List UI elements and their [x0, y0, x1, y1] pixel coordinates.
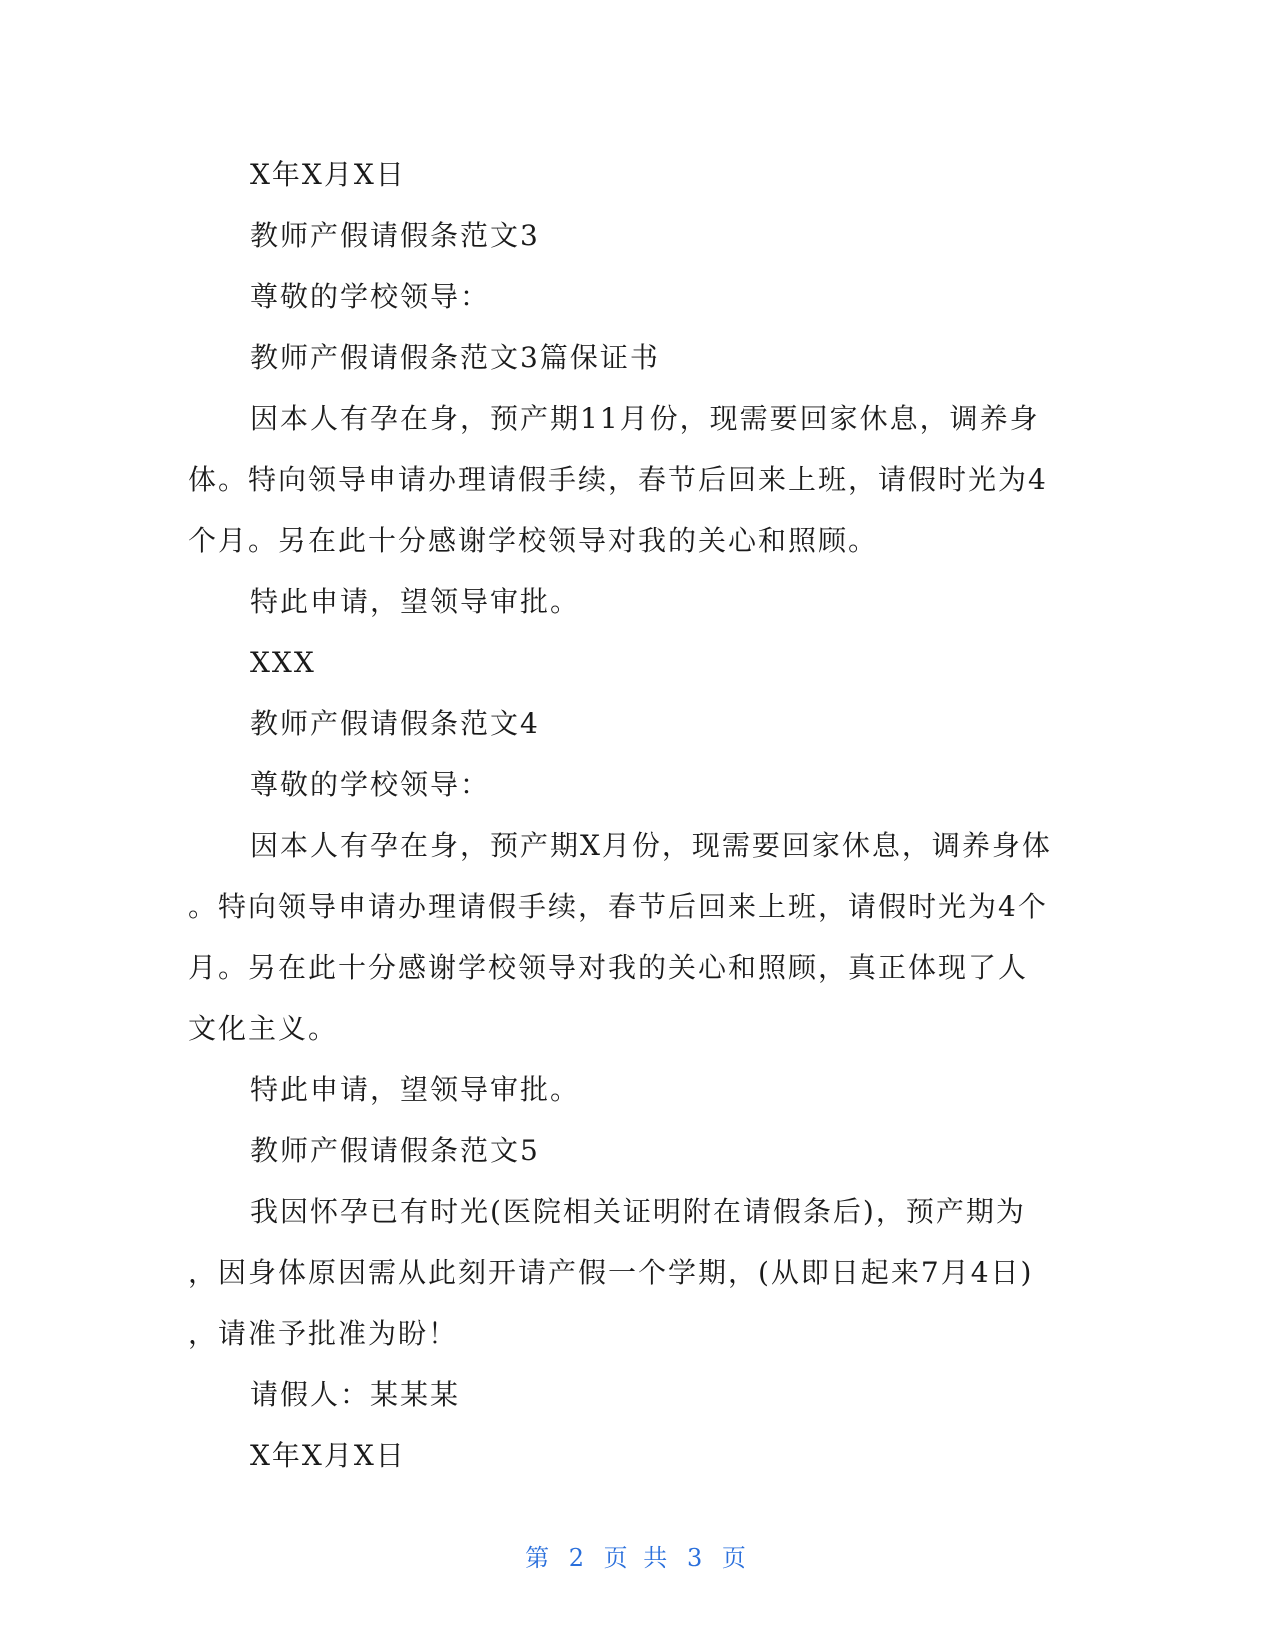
salutation: 尊敬的学校领导： [250, 280, 491, 313]
date-line: X年X月X日 [250, 1439, 406, 1472]
paragraph-line: 因本人有孕在身，预产期X月份，现需要回家休息，调养身体 [250, 829, 1052, 862]
document-body [188, 144, 1078, 1486]
page-number: 2 [568, 1544, 589, 1572]
paragraph-line: ，请准予批准为盼！ [188, 1317, 459, 1350]
signature: XXX [250, 646, 316, 679]
paragraph-line: 月。另在此十分感谢学校领导对我的关心和照顾，真正体现了人 [188, 951, 1029, 984]
page-footer [0, 1538, 1275, 1573]
section-heading: 教师产假请假条范文5 [250, 1134, 540, 1167]
text-line: 教师产假请假条范文3篇保证书 [250, 341, 660, 374]
paragraph-line: 个月。另在此十分感谢学校领导对我的关心和照顾。 [188, 524, 879, 557]
paragraph-line: 因本人有孕在身，预产期11月份，现需要回家休息，调养身 [250, 402, 1040, 435]
footer-mid: 页 共 [603, 1544, 672, 1572]
footer-suffix: 页 [721, 1544, 750, 1572]
text-line: X年X月X日 [250, 158, 406, 191]
paragraph-line: ，因身体原因需从此刻开请产假一个学期，(从即日起来7月4日) [188, 1256, 1034, 1289]
section-heading: 教师产假请假条范文3 [250, 219, 540, 252]
salutation: 尊敬的学校领导： [250, 768, 491, 801]
closing-line: 特此申请，望领导审批。 [250, 1073, 581, 1106]
paragraph-line: 。特向领导申请办理请假手续，春节后回来上班，请假时光为4个 [188, 890, 1048, 923]
signature: 请假人：某某某 [250, 1378, 461, 1411]
section-heading: 教师产假请假条范文4 [250, 707, 540, 740]
page-total: 3 [686, 1544, 707, 1572]
paragraph-line: 体。特向领导申请办理请假手续，春节后回来上班，请假时光为4 [188, 463, 1048, 496]
closing-line: 特此申请，望领导审批。 [250, 585, 581, 618]
footer-prefix: 第 [525, 1544, 554, 1572]
paragraph-line: 我因怀孕已有时光(医院相关证明附在请假条后)，预产期为 [250, 1195, 1026, 1228]
paragraph-line: 文化主义。 [188, 1012, 339, 1045]
